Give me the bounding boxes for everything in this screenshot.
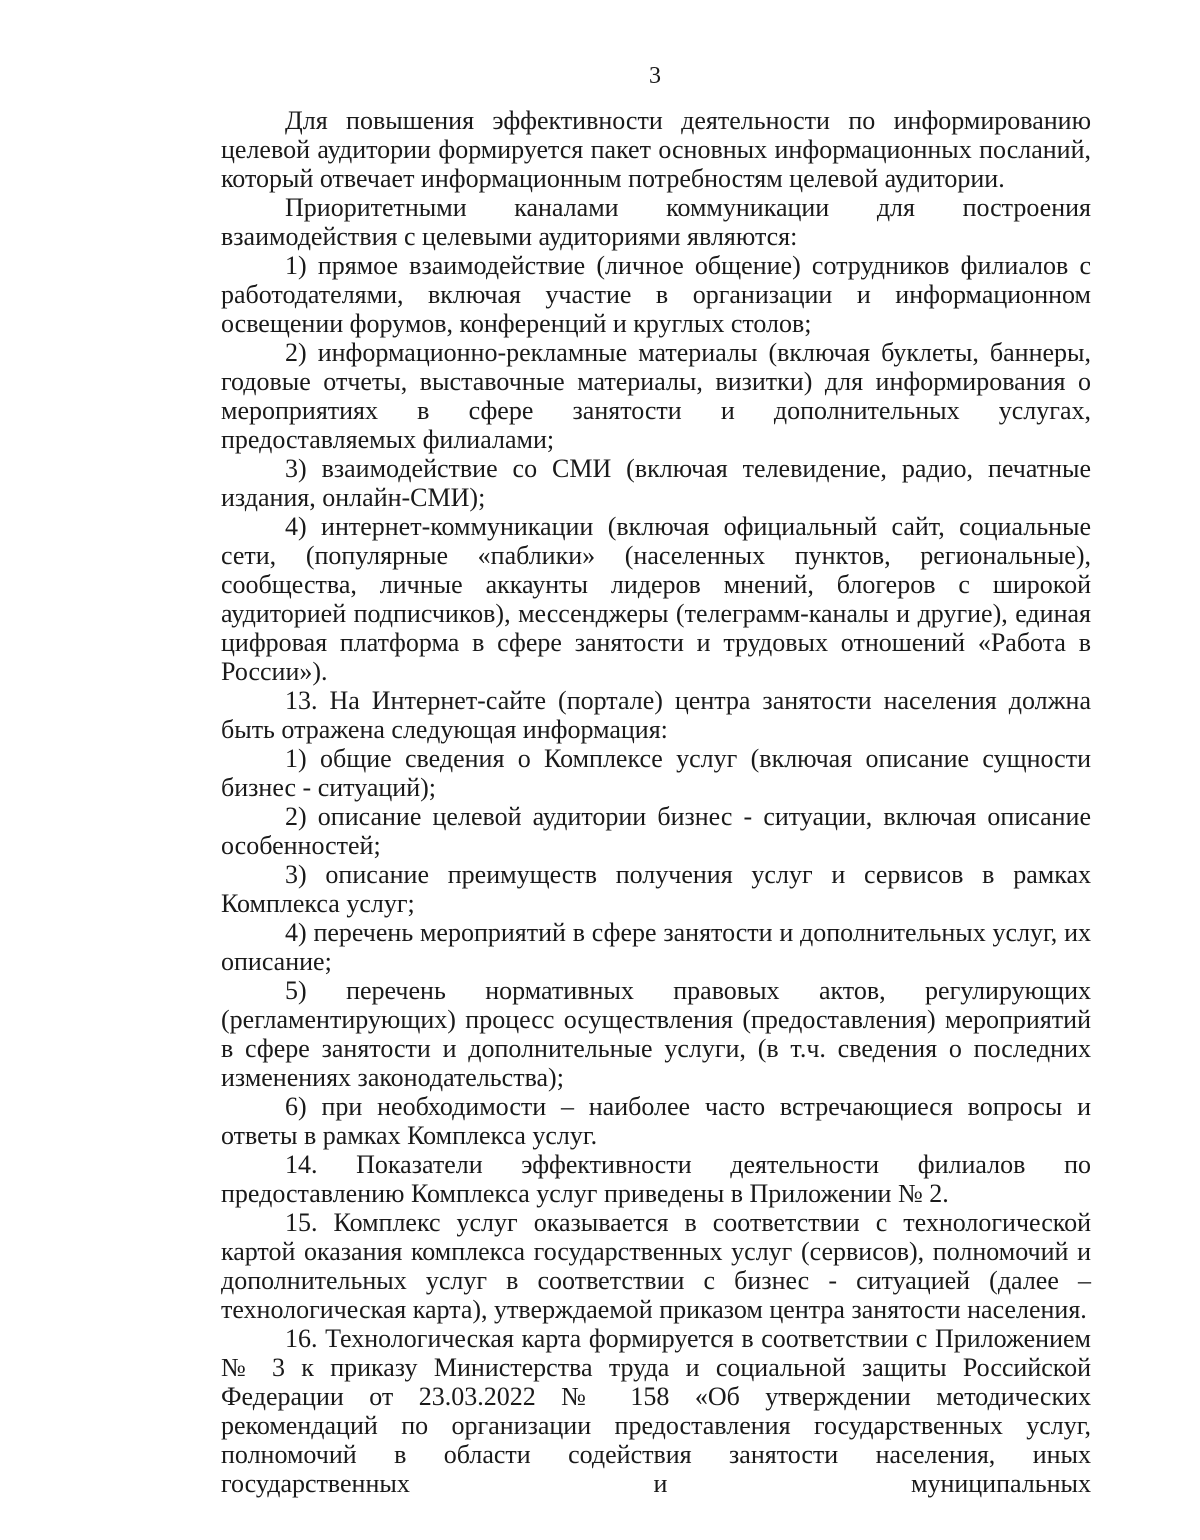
- list-item-target-audience-description: 2) описание целевой аудитории бизнес - ситуации, включая описание особенностей;: [221, 802, 1091, 860]
- list-item-direct-interaction: 1) прямое взаимодействие (личное общение) сотрудников филиалов с работодателями, включая участие в организации и информационном освещении форумов, конференций и круглых столов;: [221, 251, 1091, 338]
- list-item-media-interaction: 3) взаимодействие со СМИ (включая телевидение, радио, печатные издания, онлайн-СМИ);: [221, 454, 1091, 512]
- paragraph-16-technology-map-formation: 16. Технологическая карта формируется в соответствии с Приложением № 3 к приказу Министерства труда и социальной защиты Российской Федерации от 23.03.2022 № 158 «Об утверждении методических рекомендаций по организации предоставления государственных услуг, полномочий в области содействия занятости населения, иных государственных и муниципальных: [221, 1324, 1091, 1498]
- paragraph-15-technology-map: 15. Комплекс услуг оказывается в соответствии с технологической картой оказания комплекса государственных услуг (сервисов), полномочий и дополнительных услуг в соответствии с бизнес - ситуацией (далее – технологическая карта), утверждаемой приказом центра занятости населения.: [221, 1208, 1091, 1324]
- paragraph-priority-channels: Приоритетными каналами коммуникации для построения взаимодействия с целевыми аудиториями являются:: [221, 193, 1091, 251]
- list-item-internet-communications: 4) интернет-коммуникации (включая официальный сайт, социальные сети, (популярные «паблики» (населенных пунктов, региональные), сообщества, личные аккаунты лидеров мнений, блогеров с широкой аудиторией подписчиков), мессенджеры (телеграмм-каналы и другие), единая цифровая платформа в сфере занятости и трудовых отношений «Работа в России»).: [221, 512, 1091, 686]
- list-item-faq: 6) при необходимости – наиболее часто встречающиеся вопросы и ответы в рамках Комплекса услуг.: [221, 1092, 1091, 1150]
- paragraph-14-performance-indicators: 14. Показатели эффективности деятельности филиалов по предоставлению Комплекса услуг приведены в Приложении № 2.: [221, 1150, 1091, 1208]
- list-item-advertising-materials: 2) информационно-рекламные материалы (включая буклеты, баннеры, годовые отчеты, выставочные материалы, визитки) для информирования о мероприятиях в сфере занятости и дополнительных услугах, предоставляемых филиалами;: [221, 338, 1091, 454]
- list-item-legal-acts: 5) перечень нормативных правовых актов, регулирующих (регламентирующих) процесс осуществления (предоставления) мероприятий в сфере занятости и дополнительные услуги, (в т.ч. сведения о последних изменениях законодательства);: [221, 976, 1091, 1092]
- paragraph-informing-target-audience: Для повышения эффективности деятельности по информированию целевой аудитории формируется пакет основных информационных посланий, который отвечает информационным потребностям целевой аудитории.: [221, 106, 1091, 193]
- list-item-events-list: 4) перечень мероприятий в сфере занятости и дополнительных услуг, их описание;: [221, 918, 1091, 976]
- document-body: [221, 106, 1091, 1498]
- paragraph-13-website-info: 13. На Интернет-сайте (портале) центра занятости населения должна быть отражена следующая информация:: [221, 686, 1091, 744]
- page-number: 3: [649, 63, 661, 89]
- list-item-advantages: 3) описание преимуществ получения услуг и сервисов в рамках Комплекса услуг;: [221, 860, 1091, 918]
- list-item-general-info: 1) общие сведения о Комплексе услуг (включая описание сущности бизнес - ситуаций);: [221, 744, 1091, 802]
